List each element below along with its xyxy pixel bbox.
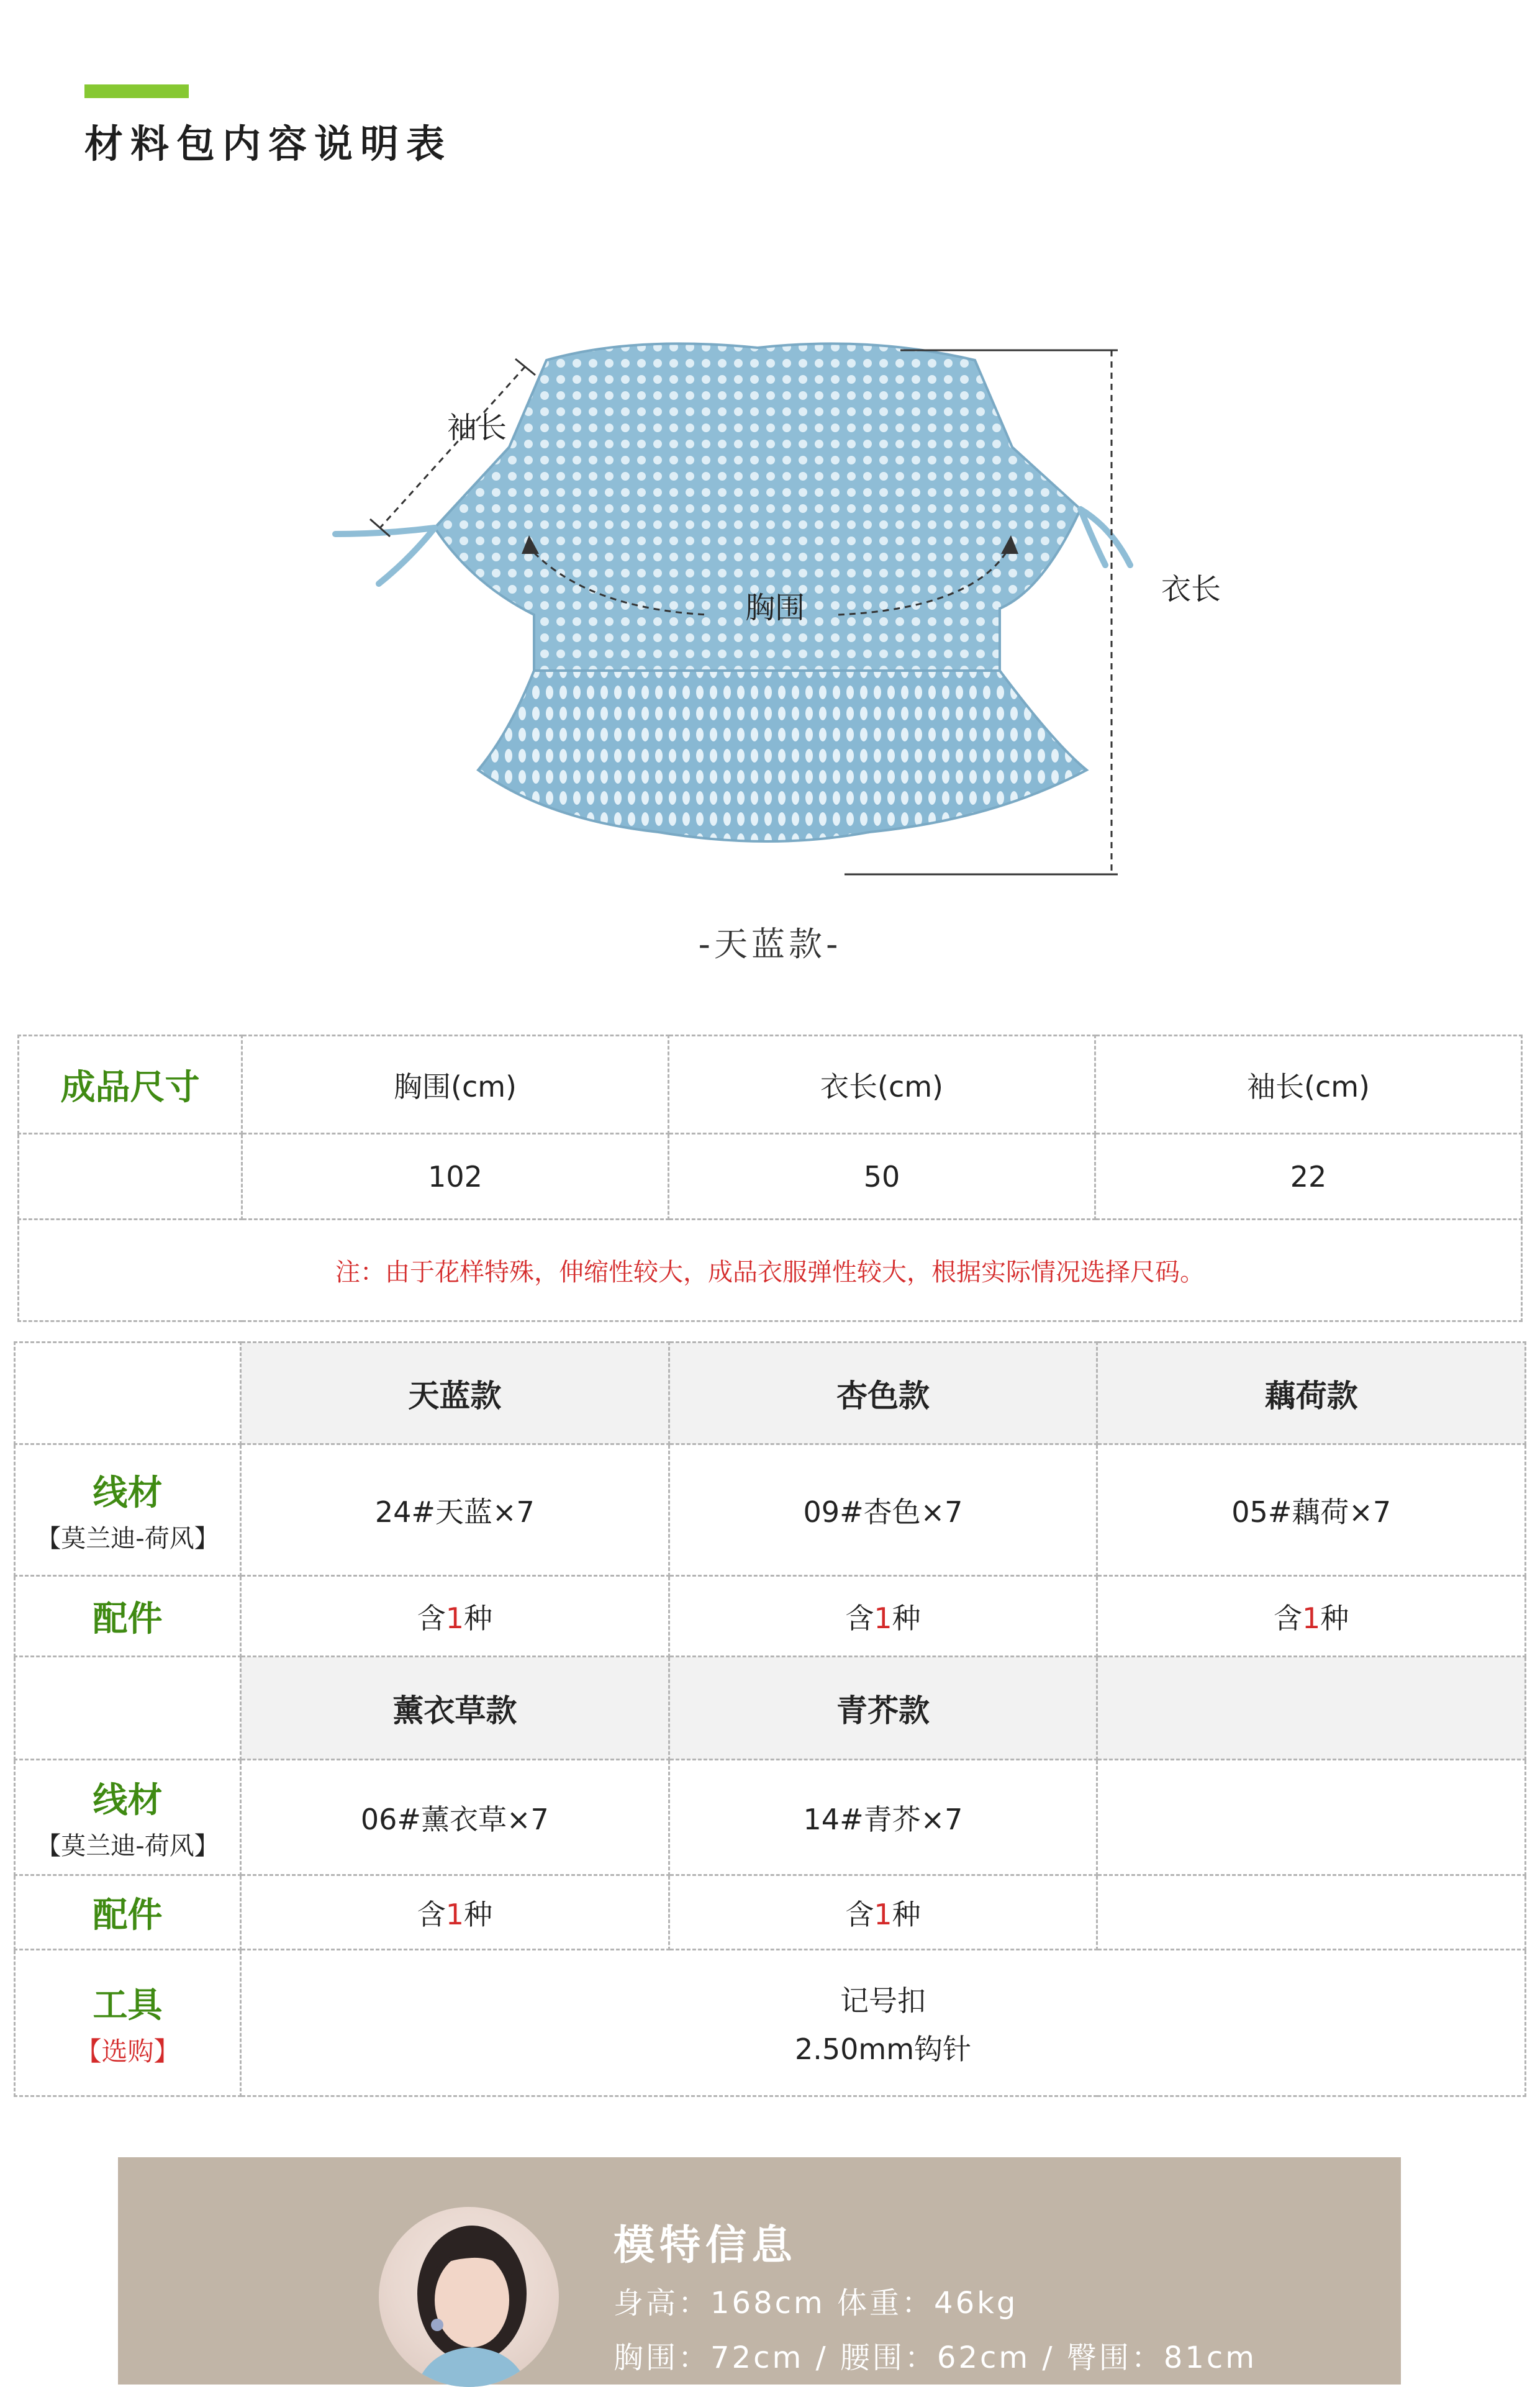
- tool-item: 2.50mm钩针: [794, 2032, 972, 2066]
- size-header-chest: 胸围(cm): [242, 1036, 669, 1134]
- yarn-value: 05#藕荷×7: [1097, 1444, 1526, 1576]
- yarn-label: 线材: [93, 1780, 163, 1821]
- style-header-row-2: [15, 1657, 1526, 1760]
- size-note: 注：由于花样特殊，伸缩性较大，成品衣服弹性较大，根据实际情况选择尺码。: [19, 1220, 1522, 1321]
- materials-table: [14, 1341, 1526, 2097]
- tools-list: [241, 1950, 1526, 2096]
- model-avatar: [379, 2207, 559, 2387]
- size-header-row: [19, 1036, 1522, 1134]
- model-portrait-icon: [379, 2207, 559, 2387]
- size-header-sleeve: 袖长(cm): [1095, 1036, 1522, 1134]
- parts-row-2: [15, 1875, 1526, 1950]
- empty-style-cell: [1097, 1657, 1526, 1760]
- yarn-row-2: [15, 1760, 1526, 1875]
- parts-value: 含1种: [669, 1576, 1097, 1657]
- style-header-row-1: [15, 1343, 1526, 1444]
- title-accent-bar: [84, 84, 189, 98]
- parts-row-1: [15, 1576, 1526, 1657]
- sleeve-tie-left: [335, 528, 435, 584]
- style-caption: -天蓝款-: [698, 925, 842, 964]
- tools-optional-note: 【选购】: [75, 2036, 180, 2067]
- tools-row: [15, 1950, 1526, 2096]
- parts-value: 含1种: [1097, 1576, 1526, 1657]
- yarn-value: 06#薰衣草×7: [241, 1760, 669, 1875]
- tool-item: 记号扣: [840, 1983, 926, 2018]
- empty-corner-cell: [15, 1343, 241, 1444]
- yarn-series: 【莫兰迪-荷风】: [36, 1832, 219, 1860]
- style-name: 青芥款: [669, 1657, 1097, 1760]
- style-name: 薰衣草款: [241, 1657, 669, 1760]
- parts-label: 配件: [15, 1576, 241, 1657]
- yarn-value: 14#青芥×7: [669, 1760, 1097, 1875]
- model-info-panel: [118, 2157, 1401, 2385]
- yarn-row-1: [15, 1444, 1526, 1576]
- size-value-sleeve: 22: [1095, 1134, 1522, 1220]
- parts-label: 配件: [15, 1875, 241, 1950]
- size-table-title: 成品尺寸: [19, 1036, 242, 1134]
- model-measurements: 胸围：72cm / 腰围：62cm / 臀围：81cm: [614, 2340, 1257, 2375]
- empty-cell: [1097, 1760, 1526, 1875]
- yarn-label-cell: [15, 1444, 241, 1576]
- tools-label-cell: [15, 1950, 241, 2096]
- model-height-weight: 身高：168cm 体重：46kg: [614, 2286, 1018, 2321]
- size-note-row: [19, 1220, 1522, 1321]
- style-name: 藕荷款: [1097, 1343, 1526, 1444]
- sleeve-tie-right: [1080, 509, 1130, 565]
- size-value-row: [19, 1134, 1522, 1220]
- yarn-value: 09#杏色×7: [669, 1444, 1097, 1576]
- yarn-series: 【莫兰迪-荷风】: [36, 1524, 219, 1553]
- size-empty-cell: [19, 1134, 242, 1220]
- garment-figure: [310, 323, 1279, 907]
- yarn-value: 24#天蓝×7: [241, 1444, 669, 1576]
- style-name: 天蓝款: [241, 1343, 669, 1444]
- style-name: 杏色款: [669, 1343, 1097, 1444]
- chest-label: 胸围: [745, 591, 805, 625]
- size-value-length: 50: [669, 1134, 1095, 1220]
- page-title: 材料包内容说明表: [84, 121, 453, 166]
- model-info-title: 模特信息: [614, 2221, 797, 2269]
- sleeve-length-label: 袖长: [447, 410, 507, 445]
- empty-cell: [1097, 1875, 1526, 1950]
- size-header-length: 衣长(cm): [669, 1036, 1095, 1134]
- parts-value: 含1种: [241, 1576, 669, 1657]
- parts-value: 含1种: [669, 1875, 1097, 1950]
- parts-value: 含1种: [241, 1875, 669, 1950]
- garment-peplum: [478, 671, 1087, 841]
- empty-corner-cell: [15, 1657, 241, 1760]
- length-label: 衣长: [1161, 572, 1221, 607]
- yarn-label-cell: [15, 1760, 241, 1875]
- size-table: [17, 1035, 1523, 1322]
- size-value-chest: 102: [242, 1134, 669, 1220]
- tools-label: 工具: [93, 1985, 163, 2026]
- yarn-label: 线材: [93, 1473, 163, 1513]
